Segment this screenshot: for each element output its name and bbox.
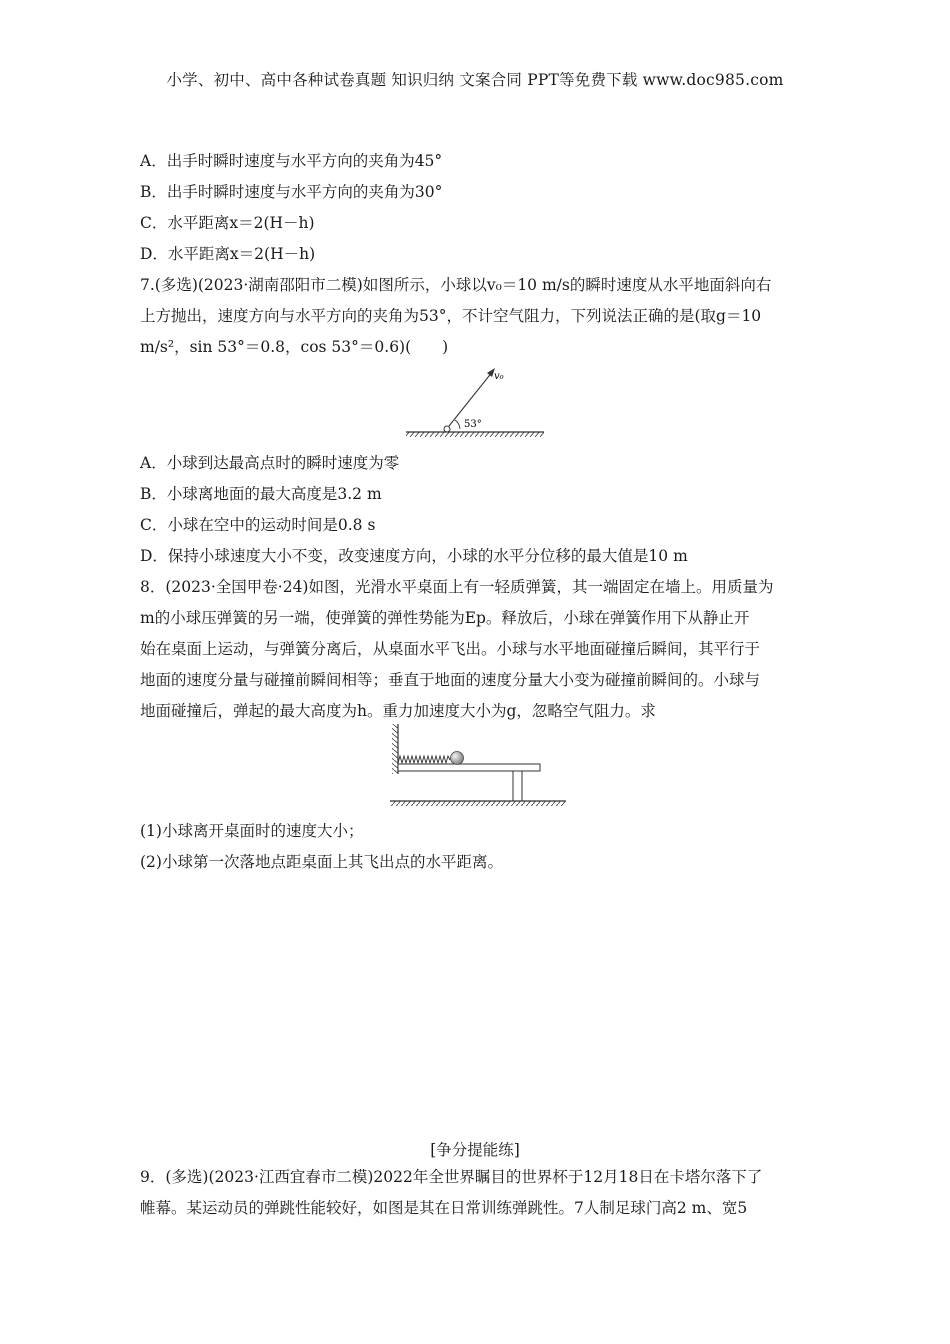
q8-stem-line-4: 地面的速度分量与碰撞前瞬间相等；垂直于地面的速度分量大小变为碰撞前瞬间的。小球与 bbox=[140, 671, 761, 689]
q8-stem-line-2: m的小球压弹簧的另一端，使弹簧的弹性势能为Ep。释放后，小球在弹簧作用下从静止开 bbox=[140, 609, 750, 627]
q8-stem-line-1: 8．(2023·全国甲卷·24)如图，光滑水平桌面上有一轻质弹簧，其一端固定在墙上。用质量为 bbox=[140, 578, 774, 596]
q7-stem-line-3: m/s²，sin 53°＝0.8，cos 53°＝0.6)( ) bbox=[140, 338, 449, 356]
q9-stem-line-2: 帷幕。某运动员的弹跳性能较好，如图是其在日常训练弹跳性。7人制足球门高2 m、宽5 bbox=[140, 1199, 748, 1217]
angle-arc bbox=[455, 420, 460, 429]
q8-spring-table-figure bbox=[388, 720, 568, 808]
q8-sub-question-2: (2)小球第一次落地点距桌面上其飞出点的水平距离。 bbox=[140, 853, 503, 871]
page-header: 小学、初中、高中各种试卷真题 知识归纳 文案合同 PPT等免费下载 www.doc985.com bbox=[166, 71, 784, 89]
ball bbox=[451, 752, 464, 765]
q8-stem-line-3: 始在桌面上运动，与弹簧分离后，从桌面水平飞出。小球与水平地面碰撞后瞬间，其平行于 bbox=[140, 640, 761, 658]
q7-option-a: A．小球到达最高点时的瞬时速度为零 bbox=[140, 454, 400, 472]
q8-sub-question-1: (1)小球离开桌面时的速度大小； bbox=[140, 822, 364, 840]
section-title: [争分提能练] bbox=[430, 1141, 520, 1159]
spring bbox=[398, 756, 450, 763]
q6-option-a: A．出手时瞬时速度与水平方向的夹角为45° bbox=[140, 152, 443, 170]
q6-option-d: D．水平距离x＝2(H－h) bbox=[140, 245, 316, 263]
ground-hatching bbox=[406, 432, 544, 437]
q7-option-b: B．小球离地面的最大高度是3.2 m bbox=[140, 485, 382, 503]
q7-stem-line-1: 7.(多选)(2023·湖南邵阳市二模)如图所示，小球以v₀＝10 m/s的瞬时速度从水平地面斜向右 bbox=[140, 276, 772, 294]
velocity-label: v₀ bbox=[494, 371, 504, 382]
velocity-vector bbox=[449, 371, 493, 426]
q6-option-c: C．水平距离x＝2(H－h) bbox=[140, 214, 315, 232]
tabletop bbox=[398, 764, 540, 771]
q7-stem-line-2: 上方抛出，速度方向与水平方向的夹角为53°，不计空气阻力，下列说法正确的是(取g＝10 bbox=[140, 307, 762, 325]
ball bbox=[444, 426, 450, 432]
q8-stem-line-5: 地面碰撞后，弹起的最大高度为h。重力加速度大小为g，忽略空气阻力。求 bbox=[140, 702, 656, 720]
wall-hatching bbox=[392, 724, 398, 774]
angle-label: 53° bbox=[464, 419, 482, 430]
q7-projectile-figure bbox=[400, 365, 550, 445]
q9-stem-line-1: 9．(多选)(2023·江西宜春市二模)2022年全世界瞩目的世界杯于12月18日在卡塔尔落下了 bbox=[140, 1168, 763, 1186]
q7-option-c: C．小球在空中的运动时间是0.8 s bbox=[140, 516, 376, 534]
floor-hatching bbox=[390, 801, 566, 806]
table-leg bbox=[513, 771, 522, 801]
q7-option-d: D．保持小球速度大小不变，改变速度方向，小球的水平分位移的最大值是10 m bbox=[140, 547, 688, 565]
q6-option-b: B．出手时瞬时速度与水平方向的夹角为30° bbox=[140, 183, 443, 201]
